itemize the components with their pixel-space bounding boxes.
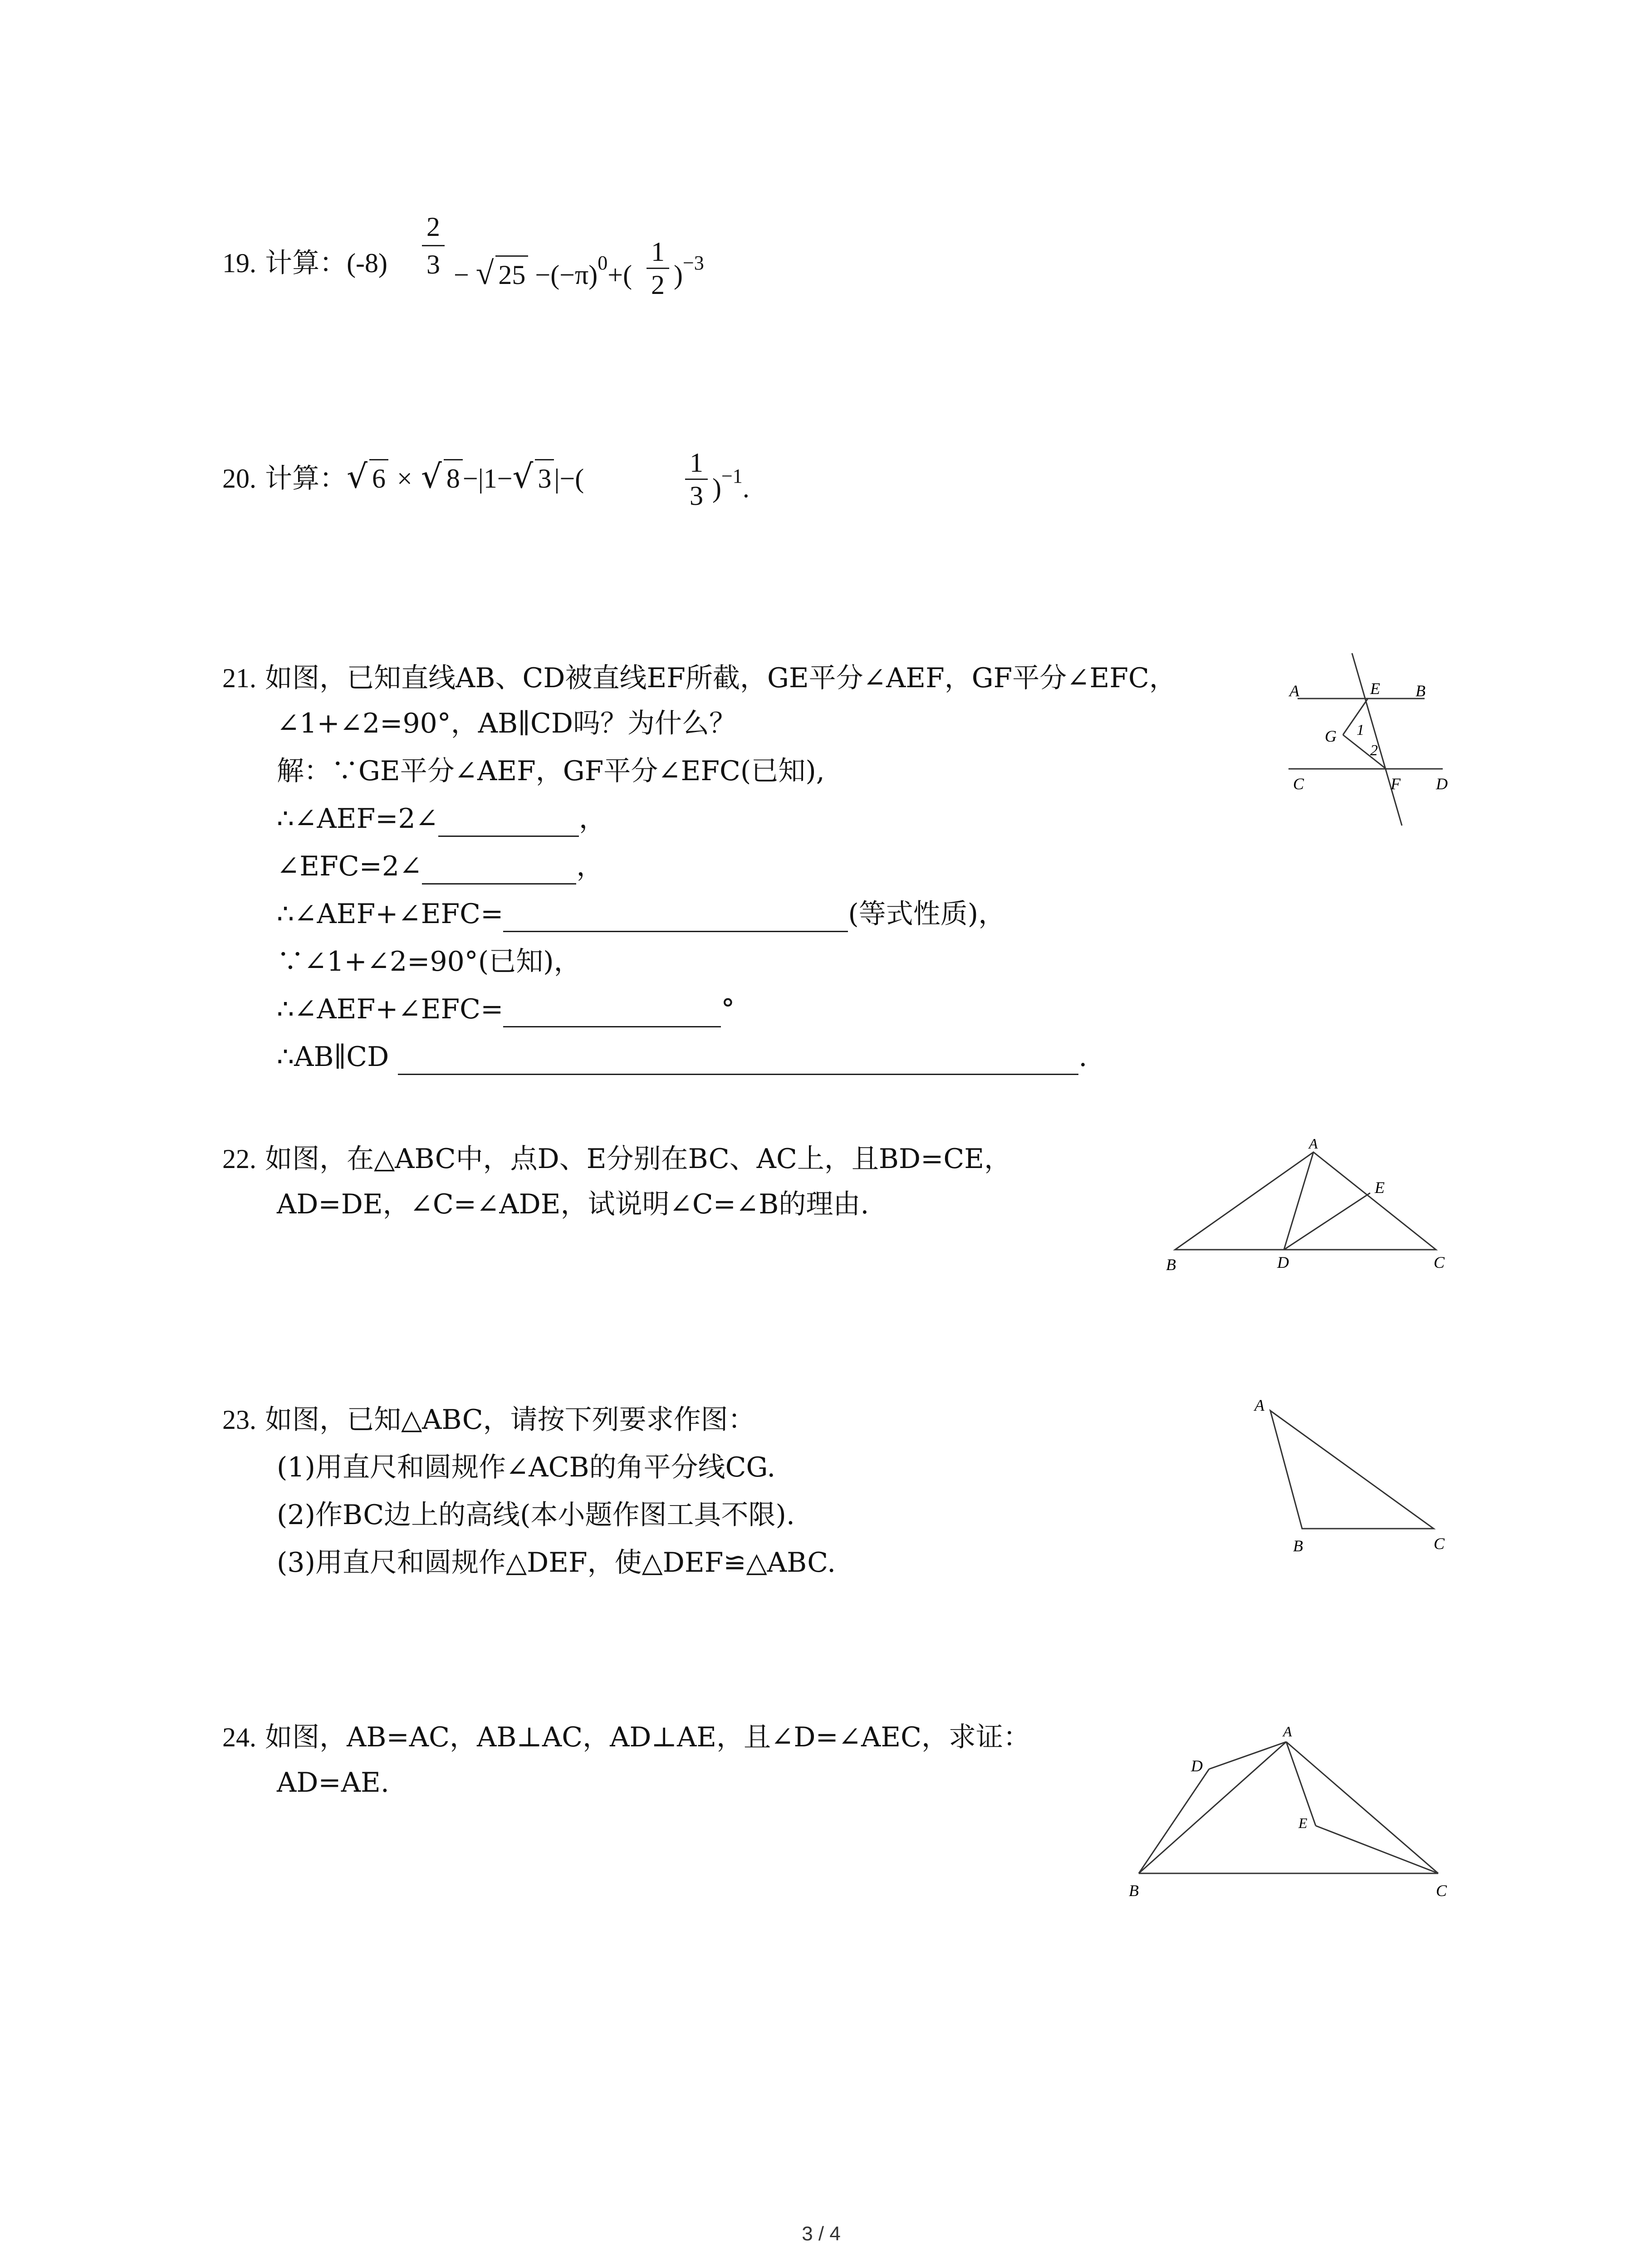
label-B: B <box>1166 1256 1176 1274</box>
solution-text: ∵∠1+∠2=90°(已知)， <box>277 946 581 978</box>
solution-text: (等式性质)， <box>848 898 1006 930</box>
q24-figure <box>1121 1710 1461 1910</box>
q22-line2 <box>277 1186 869 1222</box>
label-D: D <box>1277 1253 1289 1271</box>
question-number: 23. <box>222 1405 256 1435</box>
question-text: (3)用直尺和圆规作△DEF，使△DEF≌△ABC. <box>277 1547 836 1579</box>
frac-denominator: 2 <box>651 270 665 300</box>
solution-text: ∴∠AEF+∠EFC= <box>277 898 504 930</box>
sqrt-radicand: 6 <box>369 459 388 497</box>
label-2: 2 <box>1370 742 1378 759</box>
q20-line <box>222 458 584 497</box>
frac-denominator: 3 <box>690 481 703 511</box>
q19-fraction <box>647 236 669 301</box>
expr-term: −|1− <box>462 464 513 494</box>
solution-text: ∴∠AEF+∠EFC= <box>277 993 504 1025</box>
label-A: A <box>1254 1396 1264 1414</box>
exp-denominator: 3 <box>426 249 440 279</box>
q23-line2 <box>277 1449 775 1486</box>
expr-plus: +( <box>607 260 632 290</box>
solution-text: ° <box>721 993 735 1025</box>
label-1: 1 <box>1357 722 1364 738</box>
minus-sign: − <box>454 260 469 290</box>
frac-numerator: 1 <box>647 236 669 269</box>
label-E: E <box>1375 1178 1385 1197</box>
question-number: 24. <box>222 1722 256 1752</box>
q21-line8 <box>277 991 735 1027</box>
q23-figure <box>1243 1379 1461 1560</box>
label-C: C <box>1434 1253 1445 1271</box>
answer-blank[interactable] <box>398 1046 1078 1075</box>
solution-text: ∠EFC=2∠ <box>277 850 422 882</box>
label-C: C <box>1293 775 1304 793</box>
label-G: G <box>1325 727 1337 745</box>
sqrt-icon: √ <box>475 255 494 291</box>
label-C: C <box>1434 1535 1445 1553</box>
question-label: 计算： <box>265 463 347 494</box>
question-text: AD=DE，∠C=∠ADE，试说明∠C=∠B的理由. <box>277 1188 869 1220</box>
q21-line4 <box>277 801 606 837</box>
question-number: 20. <box>222 464 256 494</box>
q23-line4 <box>277 1545 836 1581</box>
q22-figure <box>1161 1129 1461 1279</box>
q21-line3 <box>277 753 825 789</box>
expr-end: . <box>742 473 749 503</box>
question-text: 如图，在△ABC中，点D、E分别在BC、AC上，且BD=CE， <box>265 1143 1012 1175</box>
exponent: −1 <box>721 465 743 487</box>
q23-line3 <box>277 1497 795 1533</box>
label-A: A <box>1289 682 1299 700</box>
page-number: 3 / 4 <box>802 2223 841 2245</box>
label-C: C <box>1436 1882 1447 1900</box>
q19-exponent-fraction <box>422 209 445 283</box>
expr-close: ) <box>674 260 683 290</box>
times-sign: × <box>397 464 412 494</box>
question-text: 如图，已知直线AB、CD被直线EF所截，GE平分∠AEF，GF平分∠EFC， <box>265 662 1176 694</box>
label-A: A <box>1283 1723 1292 1740</box>
answer-blank[interactable] <box>438 808 579 837</box>
sqrt-radicand: 3 <box>535 459 554 497</box>
question-number: 22. <box>222 1144 256 1174</box>
q19-expr-end <box>674 245 704 293</box>
q22-line1 <box>222 1141 1011 1177</box>
label-B: B <box>1416 682 1425 700</box>
sqrt-icon: √ <box>512 457 534 495</box>
expr-term: −(−π) <box>535 260 598 290</box>
label-D: D <box>1436 775 1448 793</box>
question-number: 19. <box>222 248 256 278</box>
q19-expr-rest <box>454 245 632 293</box>
question-number: 21. <box>222 663 256 693</box>
q24-line1 <box>222 1719 1030 1755</box>
q19-line <box>222 245 387 281</box>
sqrt-icon: √ <box>421 457 442 495</box>
q20-fraction <box>685 447 708 512</box>
label-D: D <box>1191 1757 1203 1775</box>
label-E: E <box>1298 1815 1308 1831</box>
solution-text: ∴∠AEF=2∠ <box>277 803 438 835</box>
answer-blank[interactable] <box>422 856 576 885</box>
exponent: −3 <box>682 252 704 274</box>
question-text: 如图，已知△ABC，请按下列要求作图： <box>265 1404 755 1436</box>
solution-text: ， <box>578 803 606 835</box>
q21-line6 <box>277 896 1005 932</box>
expr-base: (-8) <box>347 248 388 278</box>
label-A: A <box>1309 1135 1318 1152</box>
question-text: (1)用直尺和圆规作∠ACB的角平分线CG. <box>277 1452 776 1483</box>
q21-line7 <box>277 943 581 980</box>
question-text: ∠1+∠2=90°，AB∥CD吗？为什么？ <box>277 708 736 739</box>
exponent: 0 <box>598 252 608 274</box>
q21-line2 <box>277 705 736 742</box>
answer-blank[interactable] <box>503 904 848 932</box>
q21-figure <box>1279 644 1461 835</box>
q21-line9 <box>277 1039 1087 1075</box>
sqrt-icon: √ <box>347 457 367 495</box>
label-E: E <box>1370 679 1380 698</box>
sqrt-radicand: 25 <box>495 255 528 293</box>
sqrt-radicand: 8 <box>444 459 463 497</box>
expr-close: ) <box>712 473 721 503</box>
solution-text: ∴AB∥CD <box>277 1041 389 1073</box>
question-text: 如图，AB=AC，AB⊥AC，AD⊥AE，且∠D=∠AEC，求证： <box>265 1721 1031 1753</box>
solution-text: 解：∵GE平分∠AEF，GF平分∠EFC(已知), <box>277 755 825 787</box>
label-B: B <box>1129 1882 1139 1900</box>
question-label: 计算： <box>265 247 347 279</box>
frac-numerator: 1 <box>685 447 708 480</box>
q21-line1 <box>222 660 1176 696</box>
q21-line5 <box>277 848 603 885</box>
q20-expr-end <box>712 458 749 506</box>
solution-text: . <box>1078 1041 1087 1073</box>
question-text: (2)作BC边上的高线(本小题作图工具不限). <box>277 1499 795 1531</box>
solution-text: ， <box>576 850 604 882</box>
expr-term: |−( <box>554 464 584 494</box>
q23-line1 <box>222 1402 755 1438</box>
answer-blank[interactable] <box>503 999 721 1027</box>
question-text: AD=AE. <box>277 1767 389 1799</box>
label-F: F <box>1391 775 1401 793</box>
label-B: B <box>1293 1537 1303 1555</box>
q24-line2 <box>277 1765 389 1801</box>
exp-numerator: 2 <box>422 209 445 246</box>
